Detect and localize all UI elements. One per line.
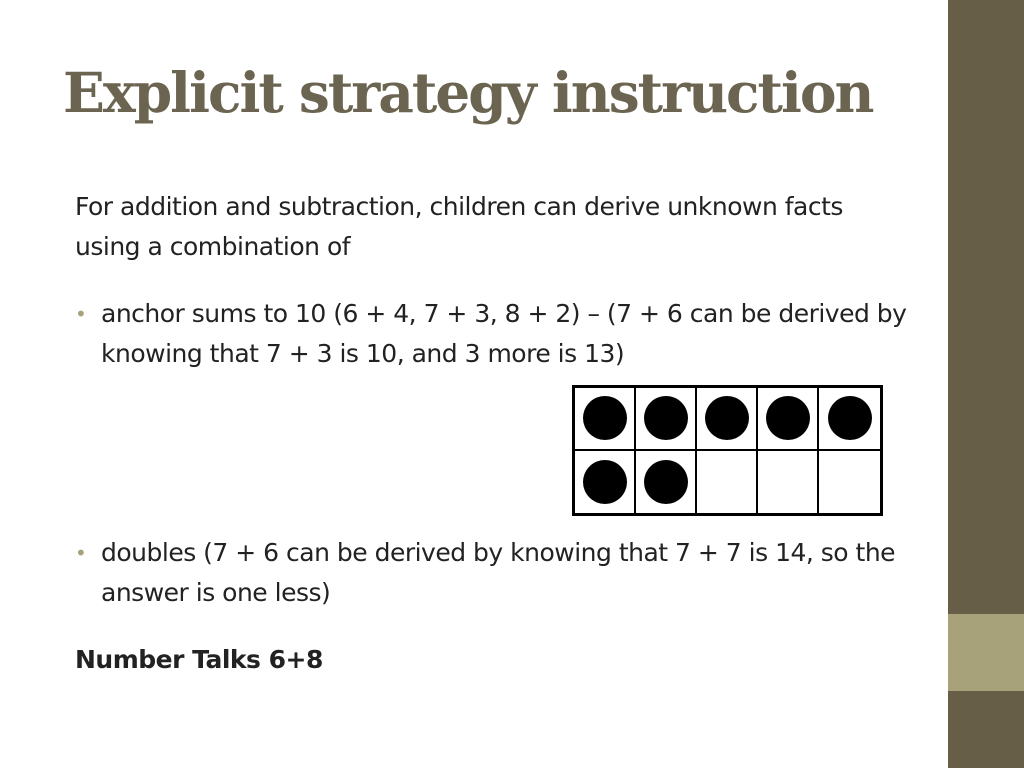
ten-frame-cell [697, 451, 758, 514]
counter-dot [583, 460, 627, 504]
ten-frame [572, 385, 883, 516]
bullet-item-anchor-sums [75, 294, 915, 374]
ten-frame-cell [758, 451, 819, 514]
ten-frame-cell [636, 451, 697, 514]
ten-frame-cell [758, 388, 819, 451]
counter-dot [583, 396, 627, 440]
counter-dot [644, 396, 688, 440]
intro-paragraph: For addition and subtraction, children can derive unknown facts using a combination of [75, 192, 843, 261]
ten-frame-cell [575, 388, 636, 451]
slide-title: Explicit strategy instruction [63, 60, 873, 125]
ten-frame-cell [819, 451, 880, 514]
bullet-item-doubles [75, 533, 915, 613]
ten-frame-cell [636, 388, 697, 451]
sidebar-accent-block [948, 614, 1024, 691]
sidebar-decoration [948, 0, 1024, 768]
counter-dot [644, 460, 688, 504]
ten-frame-cell [575, 451, 636, 514]
number-talks-label: Number Talks 6+8 [75, 645, 323, 674]
bullet-icon: • [75, 541, 87, 565]
bullet-text: doubles (7 + 6 can be derived by knowing that 7 + 7 is 14, so the answer is one less) [101, 538, 896, 607]
bullet-icon: • [75, 302, 87, 326]
ten-frame-cell [819, 388, 880, 451]
ten-frame-cell [697, 388, 758, 451]
counter-dot [766, 396, 810, 440]
counter-dot [705, 396, 749, 440]
bullet-text: anchor sums to 10 (6 + 4, 7 + 3, 8 + 2) – (7 + 6 can be derived by knowing that 7 + 3 is 10, and 3 more is 13) [101, 299, 907, 368]
counter-dot [828, 396, 872, 440]
